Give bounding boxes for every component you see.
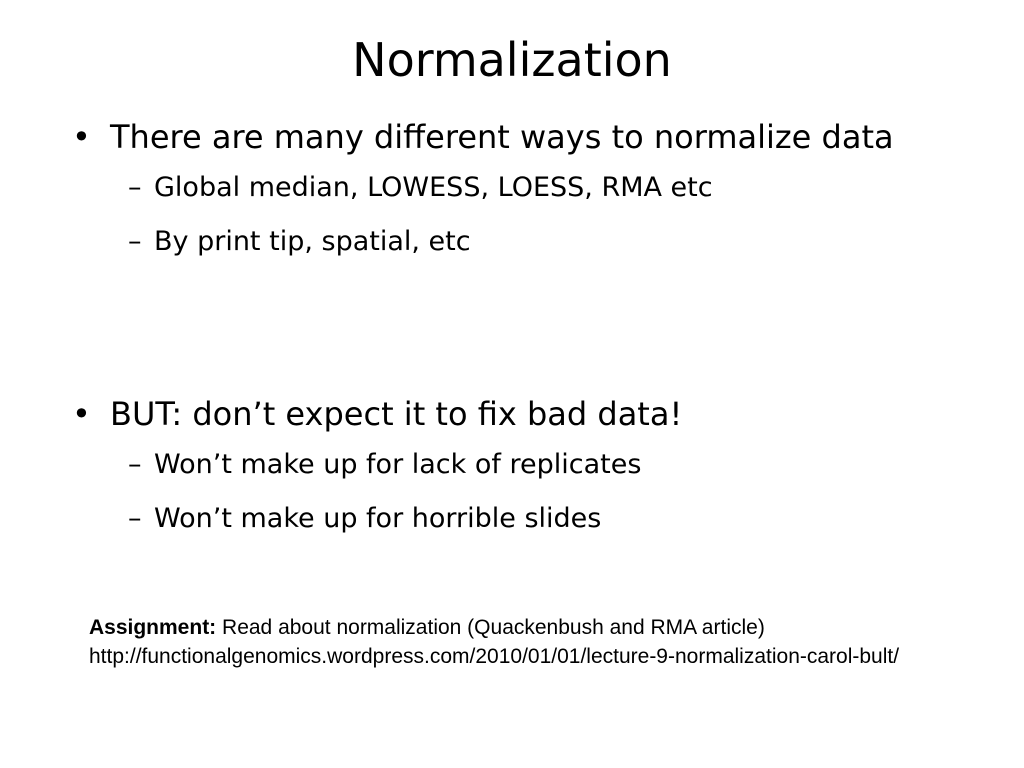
sub-bullet-text: By print tip, spatial, etc <box>154 226 471 257</box>
sub-bullet-item <box>70 438 950 492</box>
assignment-note <box>89 613 949 671</box>
assignment-label: Assignment: <box>89 616 217 639</box>
bullet-text: There are many different ways to normalize data <box>110 118 894 156</box>
sub-bullet-text: Global median, LOWESS, LOESS, RMA etc <box>154 172 713 203</box>
sub-bullet-item <box>70 492 950 546</box>
sub-bullet-item <box>70 215 950 269</box>
dash-icon: – <box>128 226 142 257</box>
bullet-item <box>70 392 950 436</box>
assignment-text: Read about normalization (Quackenbush and RMA article) <box>222 616 765 639</box>
bullet-group-1 <box>70 115 950 269</box>
sub-bullet-item <box>70 161 950 215</box>
sub-bullet-text: Won’t make up for lack of replicates <box>154 449 642 480</box>
bullet-icon: • <box>72 395 91 433</box>
bullet-text: BUT: don’t expect it to fix bad data! <box>110 395 683 433</box>
assignment-url[interactable]: http://functionalgenomics.wordpress.com/2010/01/01/lecture-9-normalization-carol-bult/ <box>89 645 900 668</box>
bullet-item <box>70 115 950 159</box>
bullet-icon: • <box>72 118 91 156</box>
dash-icon: – <box>128 503 142 534</box>
sub-bullet-text: Won’t make up for horrible slides <box>154 503 602 534</box>
slide-title: Normalization <box>352 33 672 87</box>
dash-icon: – <box>128 449 142 480</box>
bullet-group-2 <box>70 392 950 546</box>
dash-icon: – <box>128 172 142 203</box>
